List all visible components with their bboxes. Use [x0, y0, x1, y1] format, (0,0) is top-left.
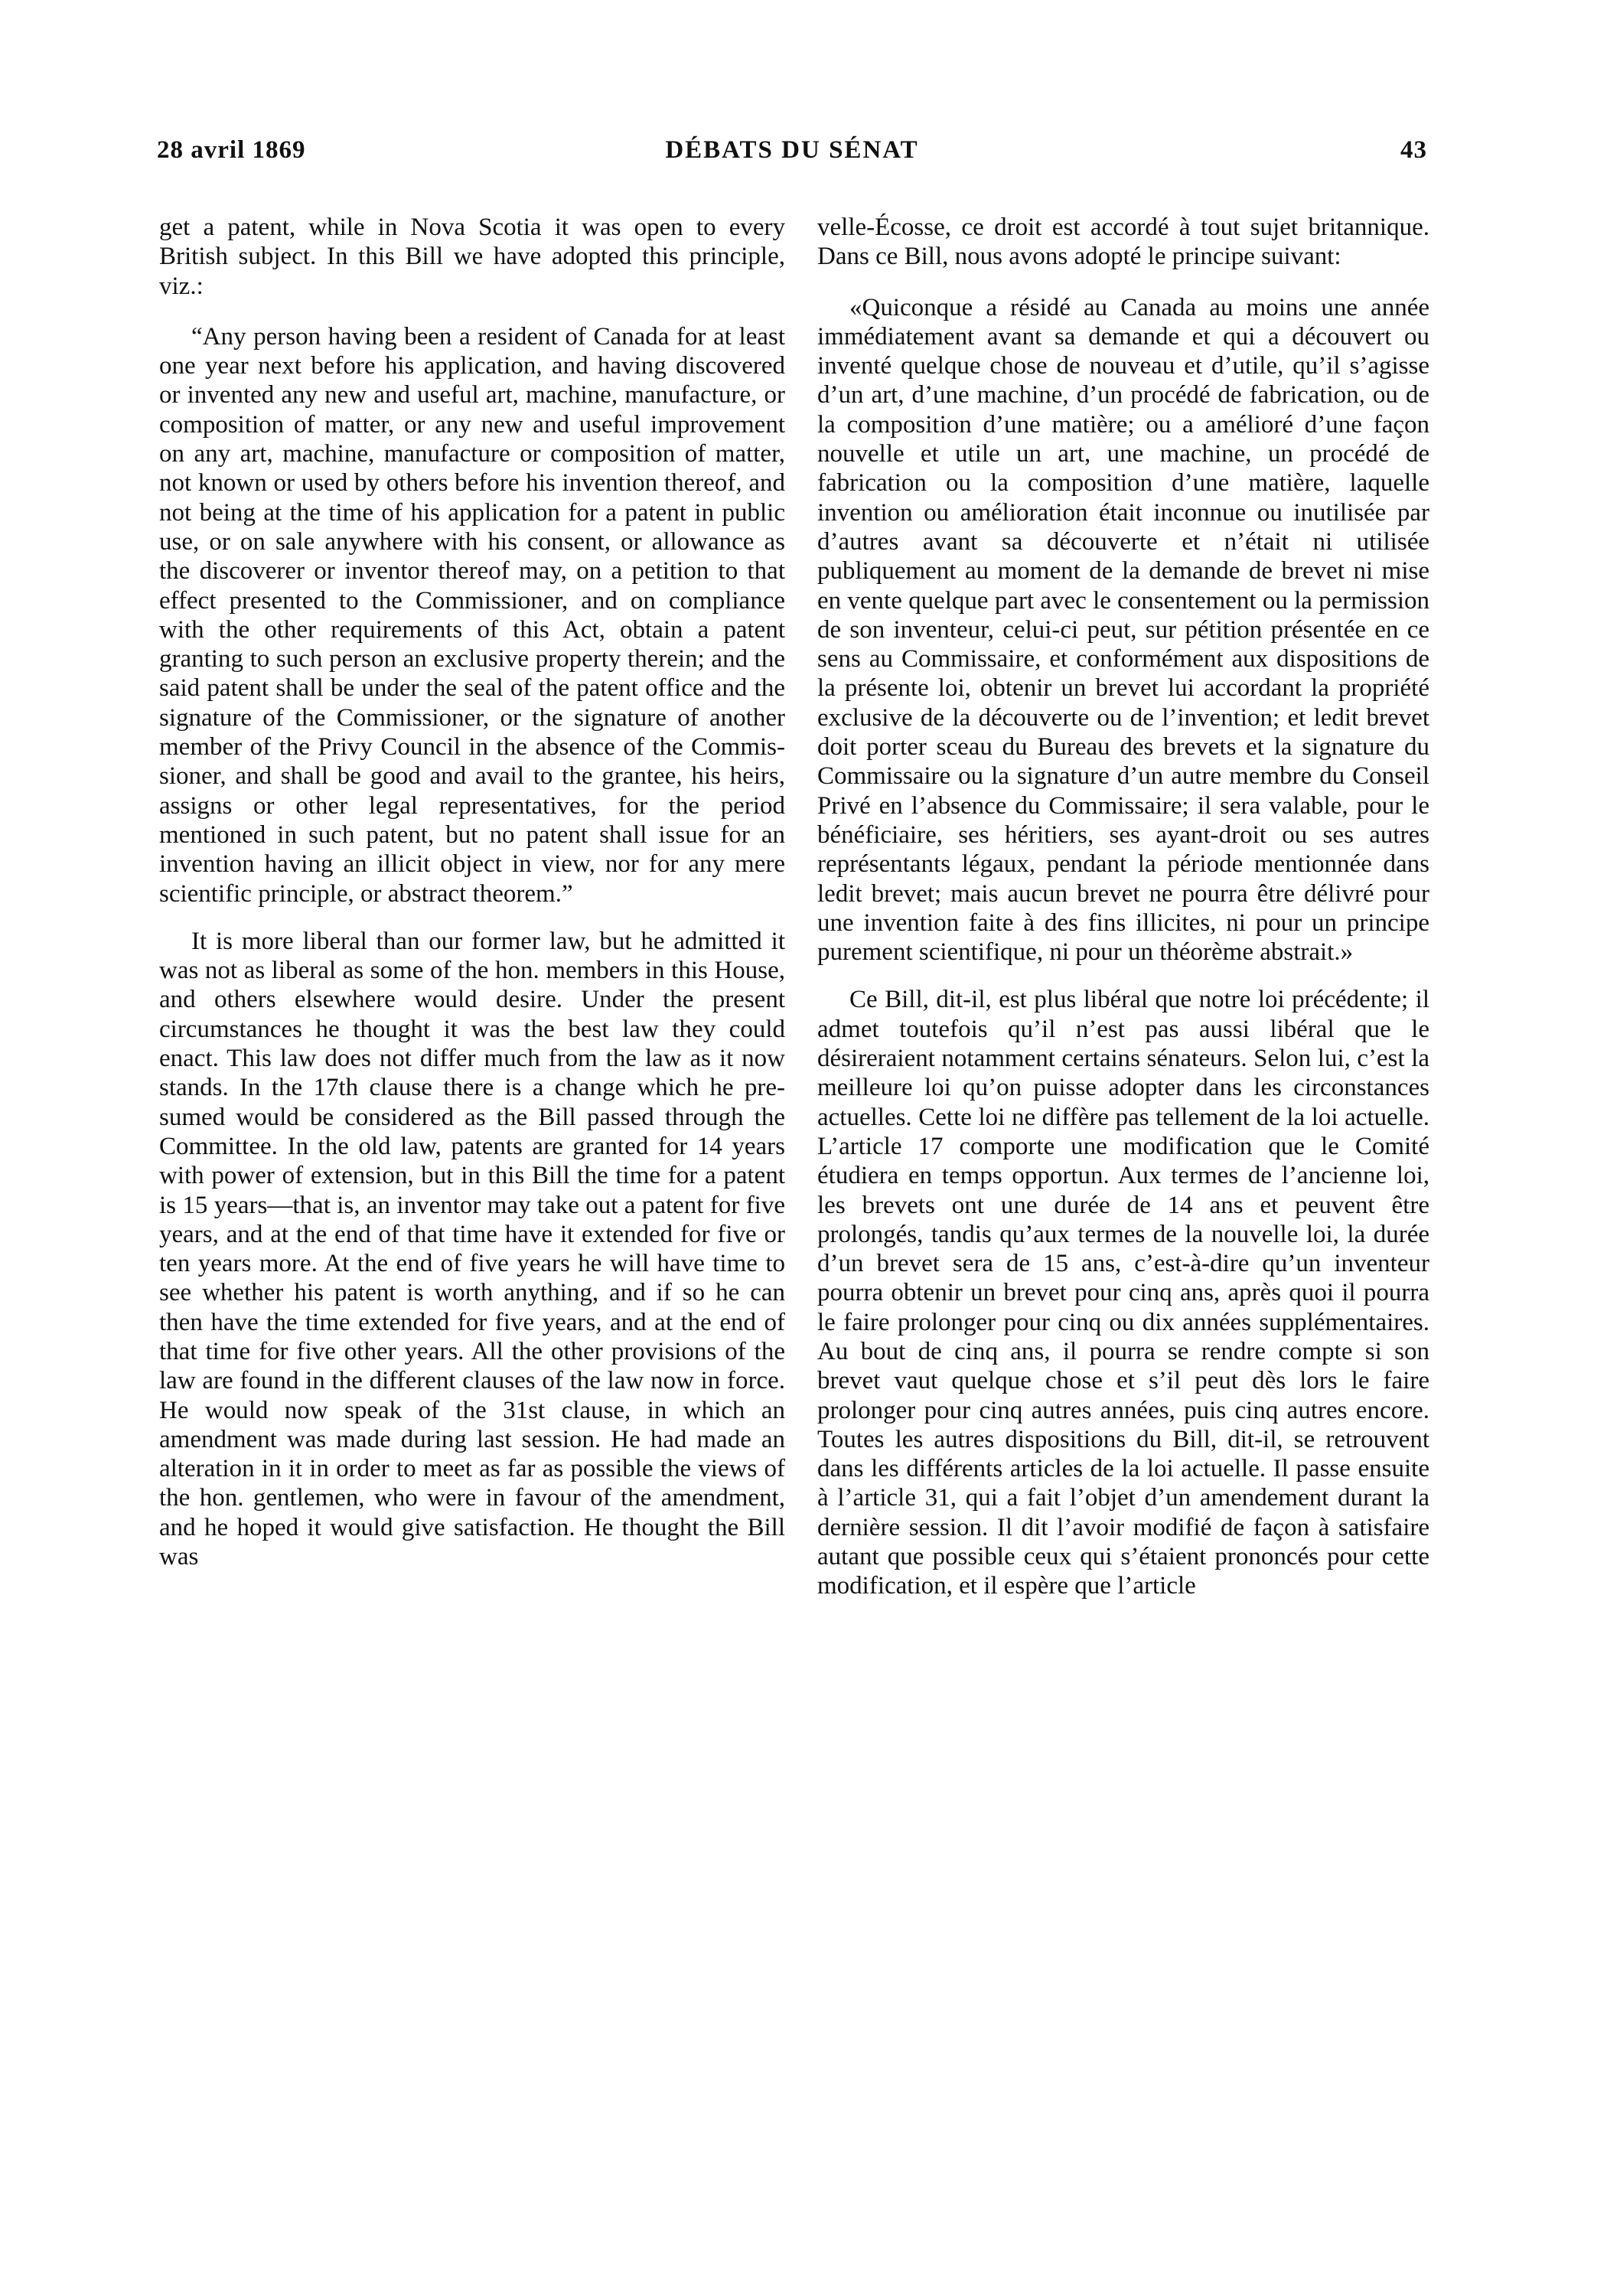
english-column	[159, 213, 785, 1571]
french-paragraph-intro: velle-Écosse, ce droit est accordé à tout sujet britannique. Dans ce Bill, nous avons adopté le principe suivant:	[817, 214, 1429, 271]
english-quoted-section: “Any person having been a resident of Canada for at least one year next before his application, and having discovered or invented any new and useful art, machine, manufacture, or composition of matter, or any new and useful improvement on any art, machine, manufacture or composition of matter, not known or used by others before his invention thereof, and not being at the time of his application for a patent in public use, or on sale anywhere with his consent, or allowance as the discoverer or inventor thereof may, on a petition to that effect presented to the Commissioner, and on compliance with the other requirements of this Act, obtain a patent granting to such person an exclusive property therein; and the said patent shall be under the seal of the patent office and the signature of the Commissioner, or the signature of another member of the Privy Council in the absence of the Commissioner, and shall be good and avail to the grantee, his heirs, assigns or other legal representatives, for the period mentioned in such patent, but no patent shall issue for an invention having an illicit object in view, nor for any mere scientific principle, or abstract theorem.”	[159, 322, 785, 908]
french-column	[817, 213, 1429, 1601]
french-paragraph-body: Ce Bill, dit-il, est plus libéral que notre loi précédente; il admet toutefois qu’il n’est pas aussi libéral que le désireraient notamment certains sénateurs. Selon lui, c’est la meilleure loi qu’on puisse adopter dans les circonstances actuelles. Cette loi ne diffère pas tellement de la loi actuelle. L’article 17 comporte une modification que le Comité étudiera en temps opportun. Aux termes de l’ancienne loi, les brevets ont une durée de 14 ans et peuvent être prolongés, tandis qu’aux termes de la nouvelle loi, la durée d’un brevet sera de 15 ans, c’est-à-dire qu’un inventeur pourra obtenir un brevet pour cinq ans, après quoi il pourra le faire prolonger pour cinq ou dix années supplémentaires. Au bout de cinq ans, il pourra se rendre compte si son brevet vaut quelque chose et s’il peut dès lors le faire prolonger pour cinq autres années, puis cinq autres encore. Toutes les autres dispositions du Bill, dit-il, se retrouvent dans les différents articles de la loi actuelle. Il passe ensuite à l’article 31, qui a fait l’objet d’un amendement durant la dernière session. Il dit l’avoir modifié de façon à satisfaire autant que possible ceux qui s’étaient prononcés pour cette modification, et il espère que l’article	[817, 986, 1429, 1600]
french-quoted-section: «Quiconque a résidé au Canada au moins une année immédiatement avant sa demande et qui a découvert ou inventé quelque chose de nouveau et d’utile, qu’il s’agisse d’un art, d’une machine, d’un procédé de fabrication, ou de la composition d’une matière; ou a amélioré d’une façon nouvelle et utile un art, une machine, un procédé de fabrication ou la composition d’une matière, laquelle invention ou amélioration était inconnue ou inutilisée par d’autres avant sa découverte et n’était ni utilisée publiquement au moment de la demande de brevet ni mise en vente quelque part avec le consentement ou la permission de son inventeur, celui-ci peut, sur pétition présentée en ce sens au Commissaire, et conformément aux dispositions de la présente loi, obtenir un brevet lui accordant la propriété exclusive de la découverte ou de l’invention; et ledit brevet doit porter sceau du Bureau des brevets et la signature du Commissaire ou la signature d’un autre membre du Conseil Privé en l’absence du Commissaire; il sera valable, pour le bénéficiaire, ses héritiers, ses ayant-droit ou ses autres représentants légaux, pendant la période mentionnée dans ledit brevet; mais aucun brevet ne pourra être délivré pour une invention faite à des fins illicites, ni pour un principe purement scientifique, ni pour un théorème abstrait.»	[817, 293, 1429, 967]
running-header	[157, 136, 1427, 182]
page-number: 43	[1400, 136, 1427, 164]
english-paragraph-body: It is more liberal than our former law, but he admitted it was not as liberal as some of the hon. members in this House, and others elsewhere would desire. Under the present circumstances he thought it was the best law they could enact. This law does not differ much from the law as it now stands. In the 17th clause there is a change which he presumed would be considered as the Bill passed through the Committee. In the old law, patents are granted for 14 years with power of extension, but in this Bill the time for a patent is 15 years—that is, an inventor may take out a patent for five years, and at the end of that time have it extended for five or ten years more. At the end of five years he will have time to see whether his patent is worth anything, and if so he can then have the time extended for five years, and at the end of that time for five other years. All the other provisions of the law are found in the different clauses of the law now in force. He would now speak of the 31st clause, in which an amendment was made during last session. He had made an alteration in it in order to meet as far as possible the views of the hon. gentlemen, who were in favour of the amendment, and he hoped it would give satisfaction. He thought the Bill was	[159, 927, 785, 1571]
english-paragraph-intro: get a patent, while in Nova Scotia it was open to every British subject. In this Bill we have adopted this principle, viz.:	[159, 214, 785, 300]
header-title: DÉBATS DU SÉNAT	[665, 136, 919, 164]
header-date: 28 avril 1869	[157, 136, 306, 164]
